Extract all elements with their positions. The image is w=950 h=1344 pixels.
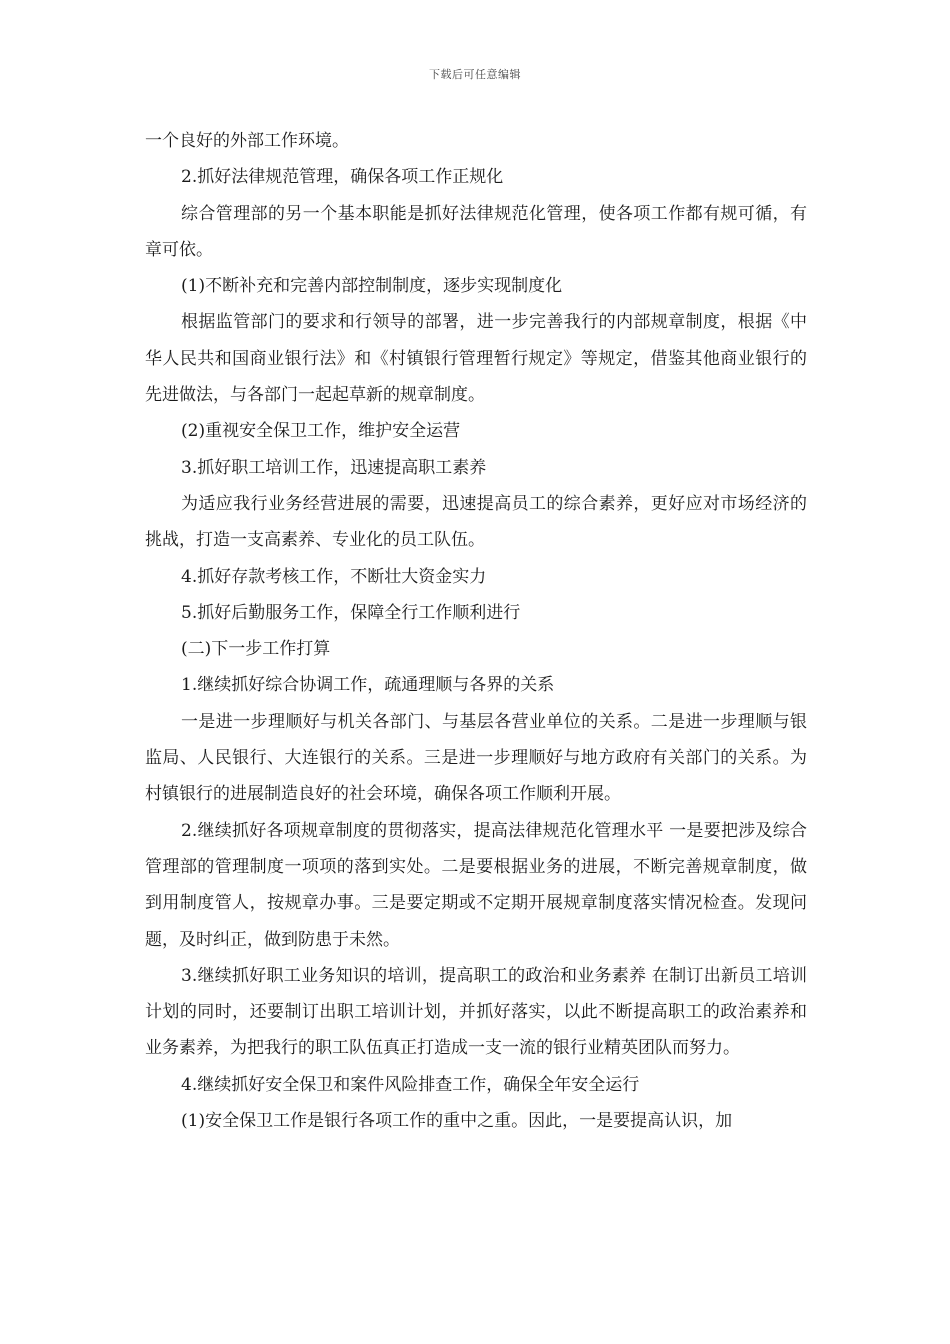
paragraph: 根据监管部门的要求和行领导的部署，进一步完善我行的内部规章制度，根据《中华人民共和国商业银行法》和《村镇银行管理暂行规定》等规定，借鉴其他商业银行的先进做法，与各部门一起起草新的规章制度。	[145, 312, 807, 406]
paragraph: 4.抓好存款考核工作，不断壮大资金实力	[181, 566, 487, 587]
paragraph: (1)不断补充和完善内部控制制度，逐步实现制度化	[181, 276, 563, 297]
paragraph: (1)安全保卫工作是银行各项工作的重中之重。因此，一是要提高认识，加	[181, 1111, 733, 1132]
paragraph: (2)重视安全保卫工作，维护安全运营	[181, 421, 461, 442]
paragraph: 2.继续抓好各项规章制度的贯彻落实，提高法律规范化管理水平 一是要把涉及综合管理部的管理制度一项项的落到实处。二是要根据业务的进展，不断完善规章制度，做到用制度管人，按规章办事。三是要定期或不定期开展规章制度落实情况检查。发现问题，及时纠正，做到防患于未然。	[145, 820, 807, 950]
paragraph: 2.抓好法律规范管理，确保各项工作正规化	[181, 167, 504, 188]
paragraph: 5.抓好后勤服务工作，保障全行工作顺利进行	[181, 602, 521, 623]
paragraph: 4.继续抓好安全保卫和案件风险排查工作，确保全年安全运行	[181, 1074, 640, 1095]
paragraph: 一是进一步理顺好与机关各部门、与基层各营业单位的关系。二是进一步理顺与银监局、人民银行、大连银行的关系。三是进一步理顺好与地方政府有关部门的关系。为村镇银行的进展制造良好的社会环境，确保各项工作顺利开展。	[145, 711, 807, 805]
paragraph: 为适应我行业务经营进展的需要，迅速提高员工的综合素养，更好应对市场经济的挑战，打造一支高素养、专业化的员工队伍。	[145, 493, 807, 551]
paragraph: 1.继续抓好综合协调工作，疏通理顺与各界的关系	[181, 675, 555, 696]
document-body	[145, 123, 807, 1139]
paragraph: 3.继续抓好职工业务知识的培训，提高职工的政治和业务素养 在制订出新员工培训计划的同时，还要制订出职工培训计划，并抓好落实，以此不断提高职工的政治素养和业务素养，为把我行的职工队伍真正打造成一支一流的银行业精英团队而努力。	[145, 965, 807, 1059]
paragraph: 综合管理部的另一个基本职能是抓好法律规范化管理，使各项工作都有规可循，有章可依。	[145, 203, 807, 260]
paragraph: (二)下一步工作打算	[181, 639, 331, 660]
paragraph: 一个良好的外部工作环境。	[145, 131, 349, 151]
page-header: 下载后可任意编辑	[429, 68, 521, 81]
paragraph: 3.抓好职工培训工作，迅速提高职工素养	[181, 457, 487, 478]
